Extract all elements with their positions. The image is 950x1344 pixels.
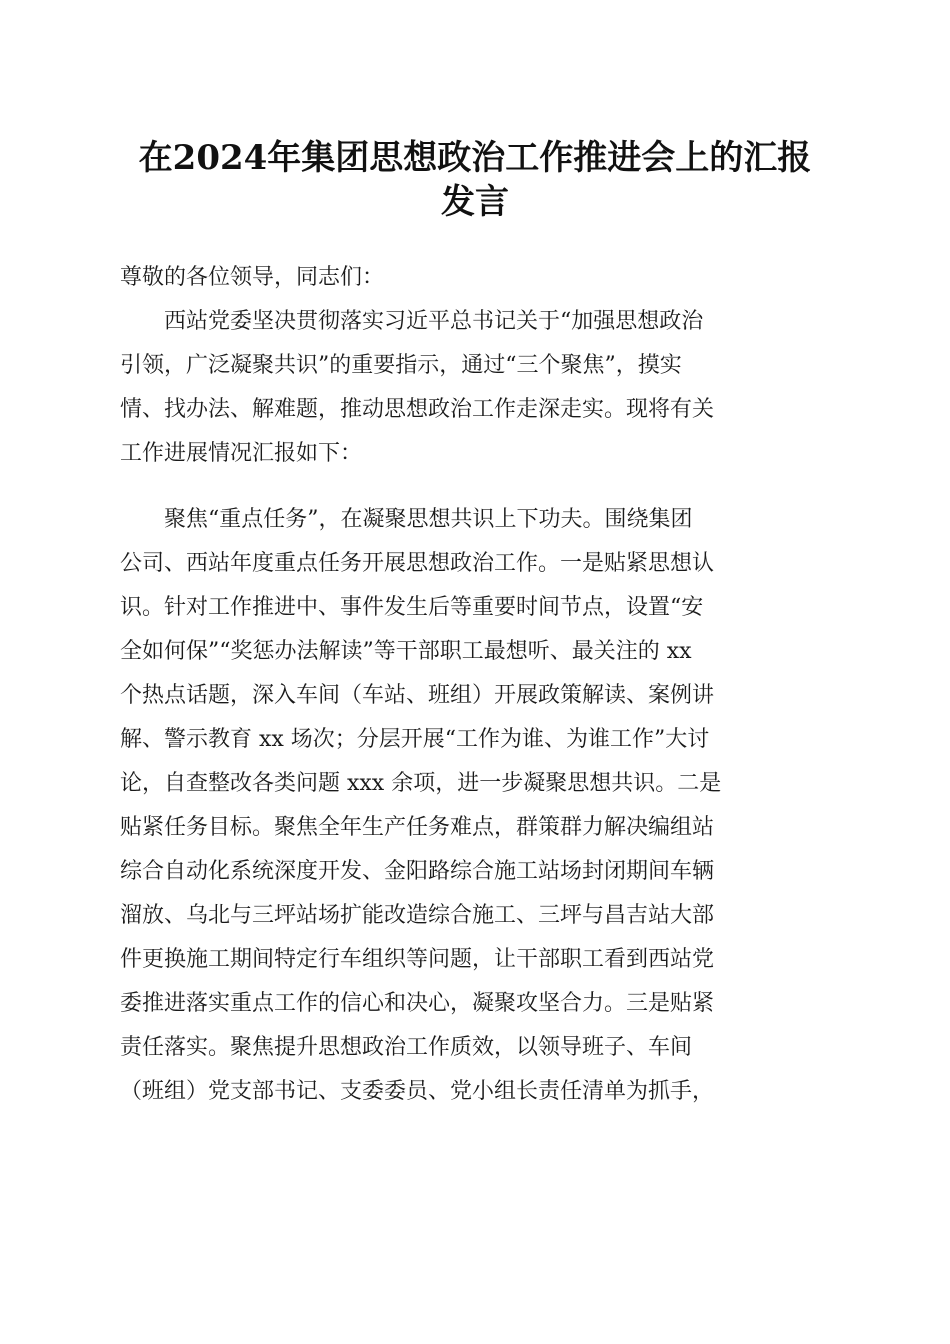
paragraph-line: 西站党委坚决贯彻落实习近平总书记关于“加强思想政治 <box>120 309 704 334</box>
paragraph-line: 情、找办法、解难题，推动思想政治工作走深走实。现将有关 <box>120 397 715 422</box>
paragraph-line: 全如何保”“奖惩办法解读”等干部职工最想听、最关注的 xx <box>120 639 692 664</box>
paragraph-line: 个热点话题，深入车间（车站、班组）开展政策解读、案例讲 <box>120 683 715 708</box>
paragraph-line: 解、警示教育 xx 场次；分层开展“工作为谁、为谁工作”大讨 <box>120 727 710 752</box>
page-title <box>100 136 850 224</box>
paragraph-1 <box>120 300 832 476</box>
paragraph-line: 综合自动化系统深度开发、金阳路综合施工站场封闭期间车辆 <box>120 859 715 884</box>
paragraph-line: 引领，广泛凝聚共识”的重要指示，通过“三个聚焦”，摸实 <box>120 353 682 378</box>
document-body <box>120 256 832 1114</box>
title-line-1: 在2024年集团思想政治工作推进会上的汇报 <box>138 138 812 178</box>
paragraph-2 <box>120 498 832 1114</box>
paragraph-line: 聚焦“重点任务”，在凝聚思想共识上下功夫。围绕集团 <box>120 507 693 532</box>
title-line-2: 发言 <box>441 182 509 222</box>
paragraph-line: 责任落实。聚焦提升思想政治工作质效，以领导班子、车间 <box>120 1035 693 1060</box>
paragraph-line: 公司、西站年度重点任务开展思想政治工作。一是贴紧思想认 <box>120 551 715 576</box>
salutation: 尊敬的各位领导，同志们： <box>120 265 385 290</box>
paragraph-line: 件更换施工期间特定行车组织等问题，让干部职工看到西站党 <box>120 947 715 972</box>
paragraph-line: 溜放、乌北与三坪站场扩能改造综合施工、三坪与昌吉站大部 <box>120 903 715 928</box>
paragraph-line: 工作进展情况汇报如下： <box>120 441 363 466</box>
paragraph-gap <box>120 476 832 498</box>
paragraph-line: （班组）党支部书记、支委委员、党小组长责任清单为抓手， <box>120 1079 715 1104</box>
paragraph-line: 识。针对工作推进中、事件发生后等重要时间节点，设置“安 <box>120 595 704 620</box>
paragraph-line: 论，自查整改各类问题 xxx 余项，进一步凝聚思想共识。二是 <box>120 771 722 796</box>
paragraph-line: 委推进落实重点工作的信心和决心，凝聚攻坚合力。三是贴紧 <box>120 991 715 1016</box>
paragraph-line: 贴紧任务目标。聚焦全年生产任务难点，群策群力解决编组站 <box>120 815 715 840</box>
